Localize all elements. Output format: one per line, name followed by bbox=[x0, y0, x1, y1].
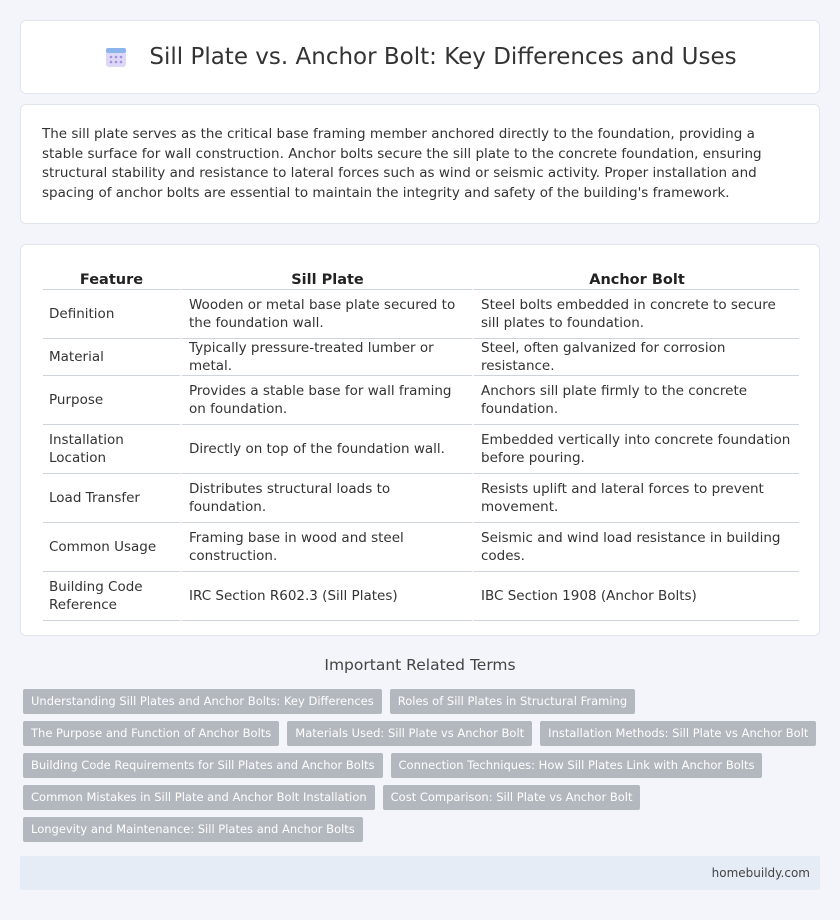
page-title-text: Sill Plate vs. Anchor Bolt: Key Differences and Uses bbox=[149, 44, 737, 70]
table-cell: Purpose bbox=[43, 376, 180, 425]
table-cell: Building Code Reference bbox=[43, 572, 180, 621]
related-term-tag[interactable]: Roles of Sill Plates in Structural Framing bbox=[390, 689, 635, 714]
header-sill-plate: Sill Plate bbox=[180, 265, 472, 290]
table-cell: Steel bolts embedded in concrete to secure sill plates to foundation. bbox=[472, 290, 799, 339]
table-header-row bbox=[43, 265, 799, 290]
related-terms-tags bbox=[23, 689, 809, 849]
calendar-grid-icon bbox=[103, 44, 129, 70]
table-row bbox=[43, 474, 799, 523]
header-feature: Feature bbox=[43, 265, 180, 290]
table-cell: Embedded vertically into concrete foundation before pouring. bbox=[472, 425, 799, 474]
table-row bbox=[43, 339, 799, 376]
table-cell: Installation Location bbox=[43, 425, 180, 474]
table-cell: IBC Section 1908 (Anchor Bolts) bbox=[472, 572, 799, 621]
related-term-tag[interactable]: Building Code Requirements for Sill Plates and Anchor Bolts bbox=[23, 753, 383, 778]
tag-row bbox=[23, 689, 803, 714]
table-row bbox=[43, 523, 799, 572]
header-anchor-bolt: Anchor Bolt bbox=[472, 265, 799, 290]
table-cell: Steel, often galvanized for corrosion resistance. bbox=[472, 339, 799, 376]
table-cell: Resists uplift and lateral forces to prevent movement. bbox=[472, 474, 799, 523]
table-cell: Framing base in wood and steel construction. bbox=[180, 523, 472, 572]
tag-row bbox=[23, 721, 809, 746]
table-cell: Wooden or metal base plate secured to the foundation wall. bbox=[180, 290, 472, 339]
footer bbox=[20, 856, 820, 890]
table-row bbox=[43, 376, 799, 425]
related-term-tag[interactable]: Installation Methods: Sill Plate vs Anchor Bolt bbox=[540, 721, 816, 746]
footer-site-link[interactable]: homebuildy.com bbox=[711, 866, 810, 880]
comparison-table-card bbox=[20, 244, 820, 636]
table-cell: Distributes structural loads to foundation. bbox=[180, 474, 472, 523]
table-row bbox=[43, 572, 799, 621]
table-cell: Typically pressure-treated lumber or metal. bbox=[180, 339, 472, 376]
table-cell: Directly on top of the foundation wall. bbox=[180, 425, 472, 474]
related-term-tag[interactable]: Longevity and Maintenance: Sill Plates and Anchor Bolts bbox=[23, 817, 363, 842]
table-cell: Anchors sill plate firmly to the concrete foundation. bbox=[472, 376, 799, 425]
tag-row bbox=[23, 785, 803, 810]
related-term-tag[interactable]: Connection Techniques: How Sill Plates Link with Anchor Bolts bbox=[391, 753, 763, 778]
related-terms-title: Important Related Terms bbox=[324, 656, 516, 674]
table-cell: Provides a stable base for wall framing on foundation. bbox=[180, 376, 472, 425]
table-row bbox=[43, 290, 799, 339]
table-cell: Common Usage bbox=[43, 523, 180, 572]
intro-paragraph: The sill plate serves as the critical base framing member anchored directly to the foundation, providing a stable surface for wall construction. Anchor bolts secure the sill plate to the concrete foundation, ensuring structural stability and resistance to lateral forces such as wind or seismic activity. Proper installation and spacing of anchor bolts are essential to maintain the integrity and safety of the building's framework. bbox=[42, 126, 762, 201]
tag-row bbox=[23, 753, 803, 778]
intro-card bbox=[20, 104, 820, 224]
table-cell: Load Transfer bbox=[43, 474, 180, 523]
related-term-tag[interactable]: Cost Comparison: Sill Plate vs Anchor Bolt bbox=[383, 785, 641, 810]
comparison-table bbox=[43, 265, 799, 621]
title-card bbox=[20, 20, 820, 94]
page-title bbox=[103, 44, 736, 70]
table-cell: Material bbox=[43, 339, 180, 376]
table-cell: Definition bbox=[43, 290, 180, 339]
related-term-tag[interactable]: Materials Used: Sill Plate vs Anchor Bolt bbox=[287, 721, 532, 746]
table-cell: IRC Section R602.3 (Sill Plates) bbox=[180, 572, 472, 621]
table-cell: Seismic and wind load resistance in building codes. bbox=[472, 523, 799, 572]
related-term-tag[interactable]: The Purpose and Function of Anchor Bolts bbox=[23, 721, 279, 746]
table-row bbox=[43, 425, 799, 474]
related-term-tag[interactable]: Common Mistakes in Sill Plate and Anchor Bolt Installation bbox=[23, 785, 375, 810]
related-term-tag[interactable]: Understanding Sill Plates and Anchor Bolts: Key Differences bbox=[23, 689, 382, 714]
tag-row bbox=[23, 817, 803, 842]
